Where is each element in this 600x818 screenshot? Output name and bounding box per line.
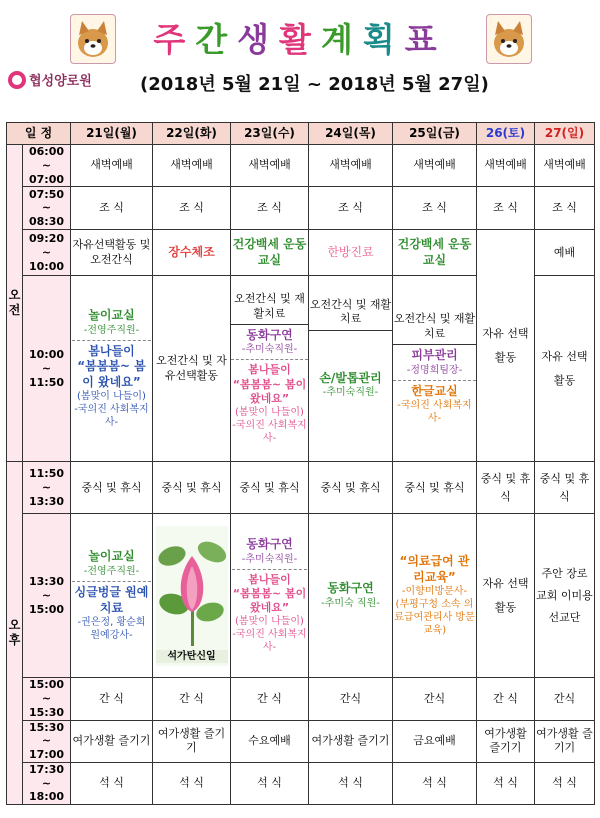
table-row <box>7 720 595 762</box>
activity-staff: -정명희팀장- <box>406 364 463 376</box>
activity-title: 봄나들이 <box>248 572 291 586</box>
activity-top: 오전간식 및 재활치료 <box>234 292 305 320</box>
day-header-row <box>7 123 595 145</box>
cell: 중식 및 휴식 <box>309 462 393 514</box>
cell: 한방진료 <box>309 230 393 276</box>
cell <box>309 514 393 678</box>
cell: 여가생활 즐기기 <box>535 720 595 762</box>
house-icon <box>8 71 26 89</box>
cell: 석 식 <box>393 762 477 804</box>
title-char: 활 <box>279 20 321 59</box>
title-char: 획 <box>362 20 405 59</box>
day-header: 24일(목) <box>309 123 393 145</box>
divider <box>72 581 151 582</box>
cell: 중식 및 휴식 <box>535 462 595 514</box>
table-row <box>7 462 595 514</box>
cell <box>393 514 477 678</box>
time-cell: 10:00 ~ 11:50 <box>23 276 71 462</box>
cell: 중식 및 휴식 <box>393 462 477 514</box>
activity-top: 오전간식 및 재활치료 <box>309 298 392 326</box>
cell: 조 식 <box>231 187 309 230</box>
activity-title: 동화구연 <box>246 537 293 551</box>
table-row <box>7 514 595 678</box>
cell: 자유 선택 활동 <box>477 230 535 462</box>
cell: 자유선택활동 및 오전간식 <box>71 230 153 276</box>
cell: 자유 선택 활동 <box>535 276 595 462</box>
table-row <box>7 187 595 230</box>
activity-title: 놀이교실 <box>88 549 135 564</box>
cell: 석 식 <box>477 762 535 804</box>
time-cell: 15:00 ~ 15:30 <box>23 678 71 720</box>
activity-staff: -전영주직원- <box>83 324 140 336</box>
time-cell: 09:20 ~ 10:00 <box>23 230 71 276</box>
cell: 여가생활 즐기기 <box>477 720 535 762</box>
cell: 간 식 <box>477 678 535 720</box>
table-row <box>7 762 595 804</box>
activity-note: (봄맞이 나들이) <box>77 391 146 403</box>
title-char: 계 <box>320 20 363 59</box>
activity-top: 오전간식 및 재활치료 <box>393 312 476 340</box>
divider <box>231 359 308 360</box>
activity-note: (봄맞이 나들이) <box>235 616 304 628</box>
title-char: 표 <box>404 20 447 59</box>
activity-title: 동화구연 <box>327 581 374 596</box>
cell: 석 식 <box>231 762 309 804</box>
day-header: 27(일) <box>535 123 595 145</box>
cell: 여가생활 즐기기 <box>309 720 393 762</box>
activity-staff: -추미숙직원- <box>322 387 379 399</box>
activity-title: 동화구연 <box>246 327 293 342</box>
cell: 조 식 <box>71 187 153 230</box>
activity-title: 싱글벙글 원예치료 <box>74 584 149 615</box>
am-label: 오전 <box>7 145 23 462</box>
cell: 새벽예배 <box>231 145 309 187</box>
cell: 석 식 <box>71 762 153 804</box>
activity-title: 봄나들이 <box>88 343 135 358</box>
time-cell: 06:00 ~ 07:00 <box>23 145 71 187</box>
holiday-caption: 석가탄신일 <box>156 650 228 663</box>
cell: 중식 및 휴식 <box>477 462 535 514</box>
cell: 새벽예배 <box>477 145 535 187</box>
page-title <box>125 14 475 61</box>
logo-text: 협성양로원 <box>29 74 92 89</box>
activity-title: 손/발톱관리 <box>319 370 382 385</box>
cell: 간식 <box>393 678 477 720</box>
cell: 간식 <box>535 678 595 720</box>
activity-title: 놀이교실 <box>88 308 135 323</box>
cell <box>393 276 477 462</box>
cell: 새벽예배 <box>309 145 393 187</box>
day-header: 25일(금) <box>393 123 477 145</box>
cell <box>153 514 231 678</box>
divider <box>309 330 392 331</box>
cell: 간 식 <box>153 678 231 720</box>
time-cell: 07:50 ~ 08:30 <box>23 187 71 230</box>
title-char: 주 <box>153 20 196 59</box>
divider <box>393 380 476 381</box>
lotus-image <box>156 526 228 666</box>
pm-label: 오후 <box>7 462 23 805</box>
activity-staff: -이향미방문사- <box>401 586 468 598</box>
cell: 자유 선택 활동 <box>477 514 535 678</box>
cell: 장수체조 <box>153 230 231 276</box>
cell: 여가생활 즐기기 <box>153 720 231 762</box>
activity-song: “봄봄봄~ 봄이 왔네요” <box>232 586 307 615</box>
cell: 중식 및 휴식 <box>153 462 231 514</box>
dog-icon <box>486 14 532 64</box>
cell: 건강백세 운동교실 <box>231 230 309 276</box>
activity-note: (봄맞이 나들이) <box>235 407 304 419</box>
day-header: 23일(수) <box>231 123 309 145</box>
cell: 조 식 <box>393 187 477 230</box>
table-row <box>7 678 595 720</box>
cell: 오전간식 및 자유선택활동 <box>153 276 231 462</box>
cell: 수요예배 <box>231 720 309 762</box>
period: (2018년 5월 21일 ~ 2018년 5월 27일) <box>140 74 489 95</box>
cell: 주안 장로 교회 이미용 선교단 <box>535 514 595 678</box>
activity-staff: -국의진 사회복지사- <box>232 629 307 654</box>
cell: 석 식 <box>309 762 393 804</box>
cell: 새벽예배 <box>535 145 595 187</box>
divider <box>72 340 151 341</box>
activity-staff: -국의진 사회복지사- <box>232 420 307 445</box>
dog-icon <box>70 14 116 64</box>
time-cell: 13:30 ~ 15:00 <box>23 514 71 678</box>
activity-title: 한글교실 <box>411 383 458 398</box>
cell <box>231 276 309 462</box>
divider <box>232 569 307 570</box>
cell: 조 식 <box>309 187 393 230</box>
activity-song: “봄봄봄~ 봄이 왔네요” <box>77 359 146 389</box>
day-header: 22일(화) <box>153 123 231 145</box>
activity-note: (부평구청 소속 의료급여관리사 방문교육) <box>394 599 475 637</box>
day-header: 26(토) <box>477 123 535 145</box>
activity-staff: -국의진 사회복지사- <box>74 404 149 429</box>
cell: 석 식 <box>535 762 595 804</box>
cell: 석 식 <box>153 762 231 804</box>
cell: 건강백세 운동교실 <box>393 230 477 276</box>
logo <box>8 70 92 89</box>
time-cell: 11:50 ~ 13:30 <box>23 462 71 514</box>
cell: 중식 및 휴식 <box>71 462 153 514</box>
activity-staff: -전영주직원- <box>83 565 140 577</box>
activity-staff: -추미숙직원- <box>241 344 298 356</box>
activity-staff: -추미숙직원- <box>241 553 298 565</box>
activity-staff: -국의진 사회복지사- <box>397 400 472 425</box>
title-char: 간 <box>195 20 238 59</box>
cell: 새벽예배 <box>393 145 477 187</box>
schedule-table <box>6 122 595 805</box>
activity-song: “봄봄봄~ 봄이 왔네요” <box>232 377 307 405</box>
cell: 여가생활 즐기기 <box>71 720 153 762</box>
cell: 간식 <box>309 678 393 720</box>
cell <box>231 514 309 678</box>
cell <box>71 276 153 462</box>
time-cell: 15:30 ~ 17:00 <box>23 720 71 762</box>
divider <box>393 344 476 345</box>
cell: 중식 및 휴식 <box>231 462 309 514</box>
corner-cell: 일 정 <box>7 123 71 145</box>
cell: 새벽예배 <box>153 145 231 187</box>
activity-staff: -추미숙 직원- <box>321 598 380 610</box>
header <box>0 0 600 118</box>
day-header: 21일(월) <box>71 123 153 145</box>
cell <box>309 276 393 462</box>
cell: 조 식 <box>477 187 535 230</box>
cell: 금요예배 <box>393 720 477 762</box>
cell: 조 식 <box>153 187 231 230</box>
cell: 간 식 <box>231 678 309 720</box>
cell: 간 식 <box>71 678 153 720</box>
table-row <box>7 145 595 187</box>
activity-staff: -권은정, 황순희 원예강사- <box>77 617 146 642</box>
table-row <box>7 230 595 276</box>
cell: 새벽예배 <box>71 145 153 187</box>
time-cell: 17:30 ~ 18:00 <box>23 762 71 804</box>
cell: 예배 <box>535 230 595 276</box>
activity-title: “의료급여 관리교육” <box>399 554 470 584</box>
title-char: 생 <box>237 20 280 59</box>
activity-title: 봄나들이 <box>248 363 291 377</box>
cell <box>71 514 153 678</box>
cell: 조 식 <box>535 187 595 230</box>
activity-title: 피부관리 <box>411 347 458 362</box>
